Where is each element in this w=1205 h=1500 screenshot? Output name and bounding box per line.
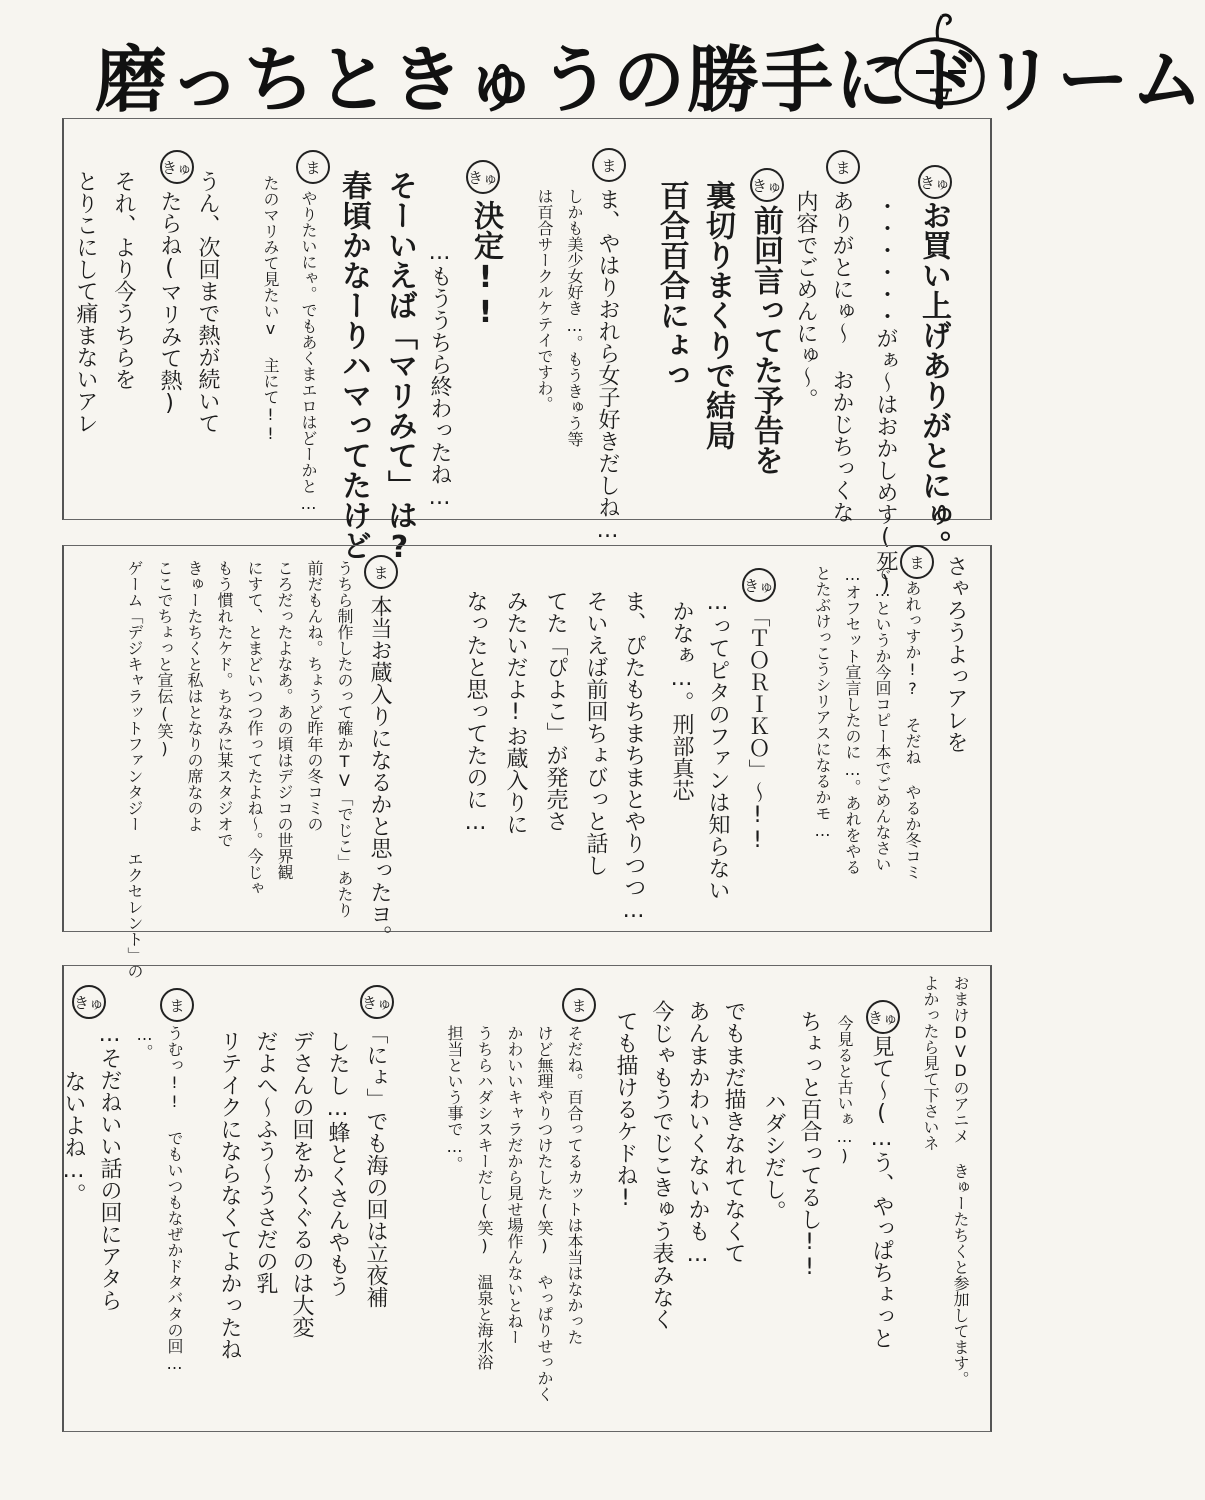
dialogue-line: うむっ!! でもいつもなぜかドタバタの回… bbox=[165, 1025, 184, 1373]
dialogue-line: は百合サークルケテイですわ。 bbox=[535, 188, 554, 412]
speaker-badge-kyu: きゅ bbox=[918, 165, 952, 199]
dialogue-line: …オフセット宣言したのに…。あれをやる bbox=[843, 565, 862, 875]
dialogue-line: かわいいキャラだから見せ場作んないとねー bbox=[505, 1025, 524, 1345]
dialogue-line: そだね。百合ってるカットは本当はなかった bbox=[565, 1025, 584, 1345]
dialogue-line: そいえば前回ちょびっと話し bbox=[583, 590, 608, 876]
dialogue-line: てた「ぴよこ」が発売さ bbox=[543, 590, 568, 832]
dialogue-line: あれっすか!? そだね やるか冬コミ bbox=[903, 580, 922, 880]
dialogue-line: デさんの回をかくぐるのは大変 bbox=[289, 1030, 314, 1338]
dialogue-line: ゲーム「デジキャラットファンタジー エクセレント」の bbox=[125, 560, 144, 979]
dialogue-line: …。 bbox=[135, 1025, 154, 1060]
dialogue-line: リテイクにならなくてよかったね bbox=[217, 1030, 242, 1360]
dialogue-line: ないよね…。 bbox=[61, 1070, 86, 1205]
dialogue-line: もう慣れたケド。ちなみに某スタジオで bbox=[215, 560, 234, 848]
dialogue-line: ころだったよなあ。あの頃はデジコの世界観 bbox=[275, 560, 294, 880]
dialogue-line: たのマリみて見たいv 主にて!! bbox=[261, 175, 280, 443]
dialogue-line: ま、やはりおれら女子好きだしね… bbox=[595, 188, 620, 543]
dialogue-line: しかも美少女好き…。もうきゅう等 bbox=[565, 188, 584, 447]
dialogue-line: なったと思ってたのに… bbox=[463, 590, 488, 835]
dialogue-line: で…というか今回コピー本でごめんなさい bbox=[873, 565, 892, 872]
dialogue-line: でもまだ描きなれてなくて bbox=[721, 1000, 746, 1264]
dialogue-line: ・・・・・・がぁ～はおかしめす(死) bbox=[873, 195, 898, 597]
speaker-badge-ma: ま bbox=[562, 988, 596, 1022]
dialogue-line: 百合百合にょっ bbox=[654, 180, 689, 390]
mascot-face-icon bbox=[880, 10, 1000, 120]
dialogue-line: 内容でごめんにゅ～。 bbox=[793, 190, 818, 410]
speaker-badge-ma: ま bbox=[364, 555, 398, 589]
dialogue-line: にすて、とまどいつつ作ってたよね～。今じゃ bbox=[245, 560, 264, 896]
dialogue-line: 本当お蔵入りになるかと思ったヨ。 bbox=[367, 595, 392, 947]
dialogue-line: やりたいにゃ。でもあくまエロはどーかと… bbox=[299, 190, 318, 513]
dialogue-line: それ、より今うちらを bbox=[111, 170, 136, 390]
dialogue-line: 今じゃもうでじこきゅう表みなく bbox=[649, 1000, 674, 1330]
dialogue-line: そーいえば「マリみて」は? bbox=[382, 170, 417, 565]
speaker-badge-kyu: きゅ bbox=[466, 160, 500, 194]
dialogue-line: 前だもんね。ちょうど昨年の冬コミの bbox=[305, 560, 324, 832]
dialogue-line: かなぁ…。刑部真芯 bbox=[669, 600, 694, 801]
speaker-badge-ma: ま bbox=[900, 545, 934, 579]
dialogue-line: だよへ～ふう～うさだの乳 bbox=[253, 1030, 278, 1294]
dialogue-line: けど無理やりつけたした(笑) やっぱりせっかく bbox=[535, 1025, 554, 1402]
dialogue-line: …そだねいい話の回にアタら bbox=[97, 1022, 122, 1311]
dialogue-line: …ってピタのファンは知らない bbox=[705, 590, 730, 901]
dialogue-line: おまけDVDのアニメ きゅーたちくと参加してます。 bbox=[951, 975, 970, 1387]
dialogue-line: ハダシだし。 bbox=[761, 1090, 786, 1222]
speaker-badge-kyu: きゅ bbox=[750, 168, 784, 202]
speaker-badge-kyu: きゅ bbox=[360, 985, 394, 1019]
dialogue-line: うちらハダシスキーだし(笑) 温泉と海水浴 bbox=[475, 1025, 494, 1370]
dialogue-line: みたいだよ!お蔵入りに bbox=[503, 590, 528, 835]
dialogue-line: さゃろうよっアレを bbox=[943, 555, 968, 753]
speaker-badge-ma: ま bbox=[160, 988, 194, 1022]
dialogue-line: ありがとにゅ～ おかじちっくな bbox=[829, 190, 854, 523]
dialogue-line: 担当という事で…。 bbox=[445, 1025, 464, 1172]
dialogue-line: あんまかわいくないかも… bbox=[685, 1000, 710, 1267]
dialogue-line: 今見ると古いぁ…) bbox=[835, 1015, 854, 1165]
dialogue-line: きゅーたちくと私はとなりの席なのよ bbox=[185, 560, 204, 832]
speaker-badge-ma: ま bbox=[296, 150, 330, 184]
speaker-badge-kyu: きゅ bbox=[160, 150, 194, 184]
speaker-badge-ma: ま bbox=[826, 150, 860, 184]
dialogue-line: …もううちら終わったね… bbox=[427, 240, 452, 510]
dialogue-line: 「にょ」でも海の回は立夜補 bbox=[363, 1022, 388, 1308]
dialogue-line: うん、次回まで熱が続いて bbox=[195, 170, 220, 434]
dialogue-line: たらね(マリみて熱) bbox=[157, 190, 182, 416]
speaker-badge-kyu: きゅ bbox=[72, 985, 106, 1019]
dialogue-line: 春頃かなーりハマってたけど bbox=[336, 170, 371, 560]
dialogue-line: 前回言ってた予告を bbox=[748, 205, 783, 475]
dialogue-line: よかったら見て下さいネ bbox=[921, 975, 940, 1151]
dialogue-line: お買い上げありがとにゅ。 bbox=[916, 200, 951, 560]
speaker-badge-kyu: きゅ bbox=[866, 1000, 900, 1034]
speaker-badge-kyu: きゅ bbox=[742, 568, 776, 602]
dialogue-line: 裏切りまくりで結局 bbox=[700, 180, 735, 450]
dialogue-line: ま、ぴたもちまちまとやりつつ… bbox=[621, 590, 646, 923]
dialogue-line: とたぶけっこうシリアスになるかモ… bbox=[813, 565, 832, 840]
dialogue-line: 決定!! bbox=[468, 200, 503, 330]
dialogue-line: したし…蜂とくさんやもう bbox=[325, 1030, 350, 1297]
dialogue-line: うちら制作したのって確かTV「でじこ」あたり bbox=[335, 560, 354, 918]
dialogue-line: 見て～(…う、やっぱちょっと bbox=[869, 1035, 894, 1349]
dialogue-line: ちょっと百合ってるし!! bbox=[797, 1010, 822, 1280]
dialogue-line: ここでちょっと宣伝(笑) bbox=[155, 560, 174, 758]
speaker-badge-ma: ま bbox=[592, 148, 626, 182]
dialogue-line: とりこにして痛まないアレ bbox=[73, 170, 98, 434]
page-title: 磨っちときゅうの勝手にドリーム bbox=[95, 38, 1205, 122]
dialogue-line: ても描けるケドね! bbox=[613, 1010, 638, 1211]
dialogue-line: 「ＴＯＲＩＫＯ」～!! bbox=[745, 605, 770, 853]
